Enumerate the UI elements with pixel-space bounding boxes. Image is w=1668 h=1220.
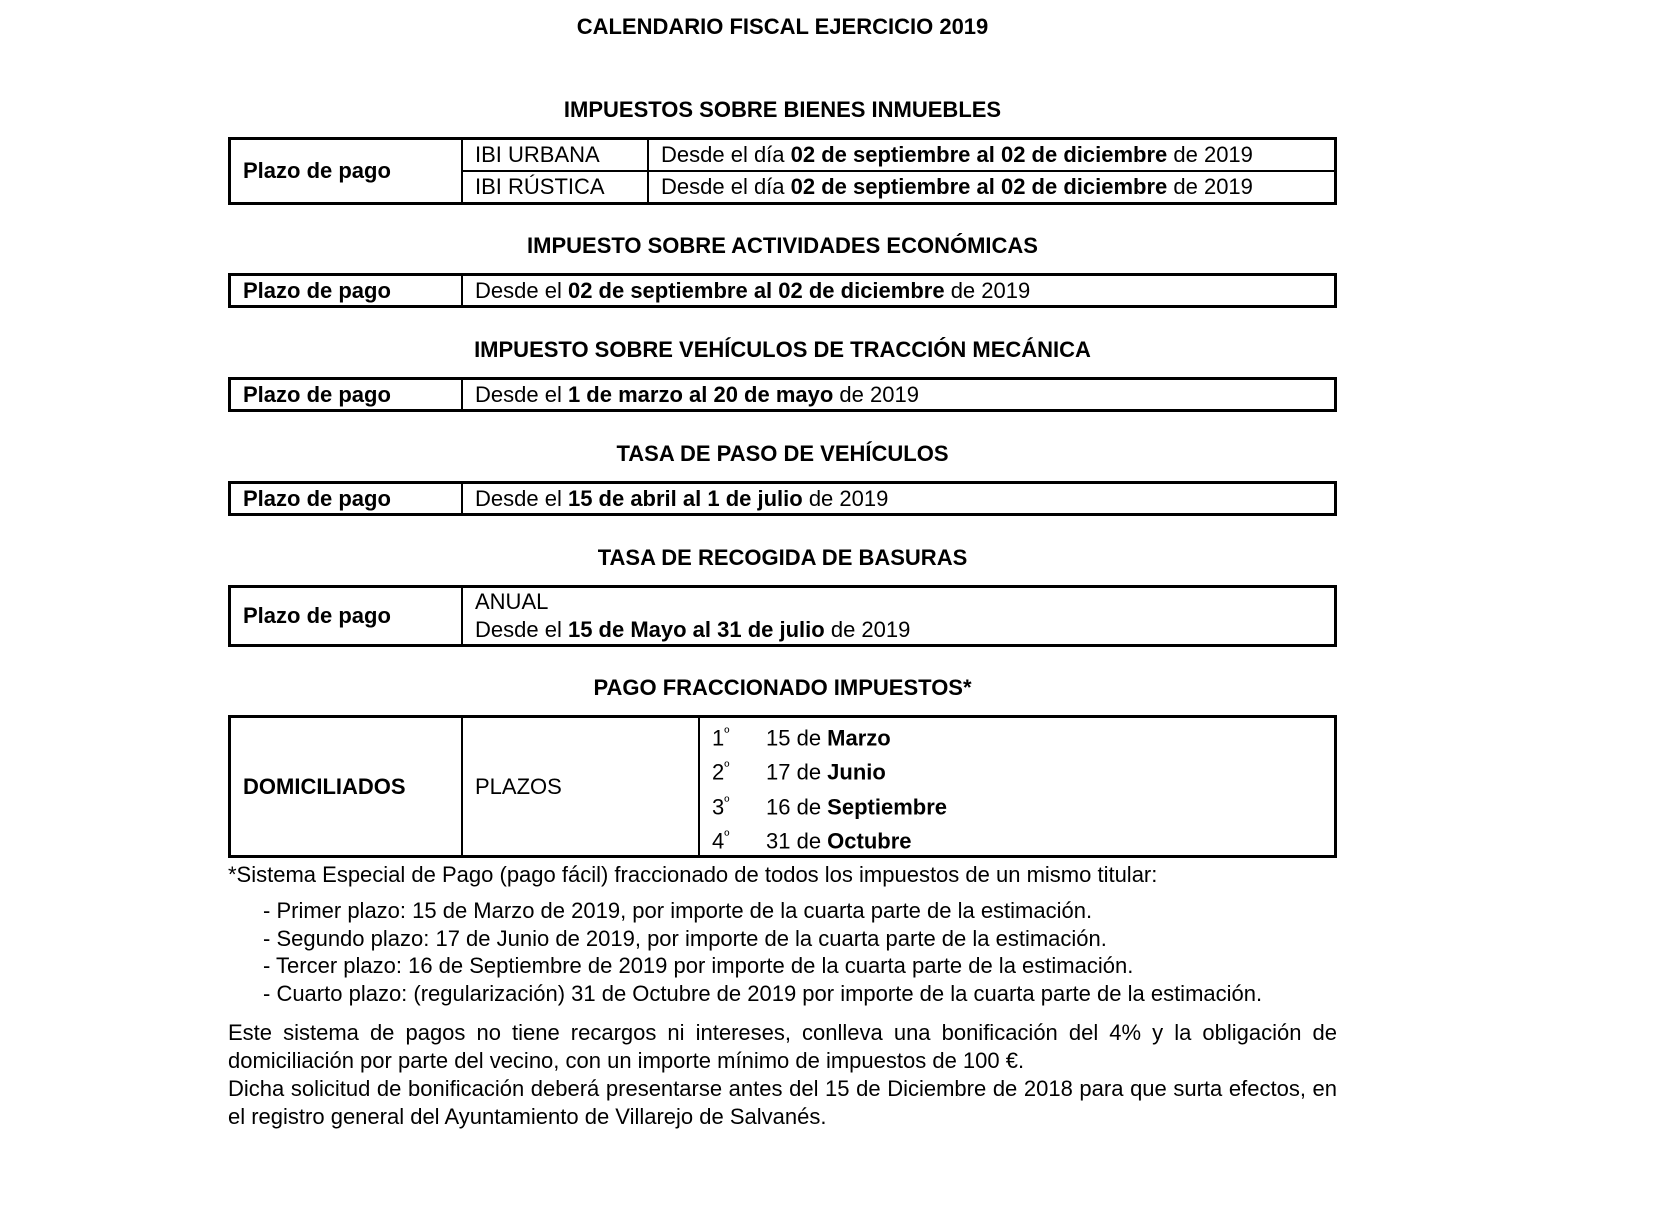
table-fraccionado [228,715,1337,858]
document-title: CALENDARIO FISCAL EJERCICIO 2019 [576,14,989,39]
heading-iae: IMPUESTO SOBRE ACTIVIDADES ECONÓMICAS [527,233,1038,258]
heading-paso: TASA DE PASO DE VEHÍCULOS [616,441,949,466]
plazo-item: $1^º$ 15 de Marzo [712,724,891,751]
ivtm-period: Desde el 1 de marzo al 20 de mayo de 2019 [462,379,1336,411]
ibi-period: Desde el día 02 de septiembre al 02 de diciembre de 2019 [648,171,1336,204]
ibi-period: Desde el día 02 de septiembre al 02 de diciembre de 2019 [648,139,1336,172]
footnote-item: - Tercer plazo: 16 de Septiembre de 2019 por importe de la cuarta parte de la estimación. [263,953,1134,978]
table-ibi [228,137,1337,205]
label-plazo: Plazo de pago [230,275,463,307]
paragraph-request: Dicha solicitud de bonificación deberá presentarse antes del 15 de Diciembre de 2018 para que surta efectos, en el registro general del Ayuntamiento de Villarejo de Salvanés. [228,1076,1337,1129]
iae-period: Desde el 02 de septiembre al 02 de diciembre de 2019 [462,275,1336,307]
footnote-intro: *Sistema Especial de Pago (pago fácil) fraccionado de todos los impuestos de un mismo titular: [228,862,1158,887]
footnote-item: - Cuarto plazo: (regularización) 31 de Octubre de 2019 por importe de la cuarta parte de la estimación. [263,981,1263,1006]
heading-ivtm: IMPUESTO SOBRE VEHÍCULOS DE TRACCIÓN MECÁNICA [474,337,1091,362]
footnote-item: - Segundo plazo: 17 de Junio de 2019, por importe de la cuarta parte de la estimación. [263,926,1107,951]
table-basuras [228,585,1337,647]
footnote-item: - Primer plazo: 15 de Marzo de 2019, por importe de la cuarta parte de la estimación. [263,898,1093,923]
basuras-period: ANUAL Desde el 15 de Mayo al 31 de julio de 2019 [462,587,1336,646]
heading-basuras: TASA DE RECOGIDA DE BASURAS [597,545,968,570]
table-paso [228,481,1337,516]
table-ivtm [228,377,1337,412]
ibi-type: IBI URBANA [462,139,648,172]
heading-fraccionado: PAGO FRACCIONADO IMPUESTOS* [593,675,972,700]
plazo-item: $3^º$ 16 de Septiembre [712,792,947,819]
label-plazo: Plazo de pago [230,587,463,646]
label-plazo: Plazo de pago [230,483,463,515]
table-iae [228,273,1337,308]
heading-ibi: IMPUESTOS SOBRE BIENES INMUEBLES [563,97,1002,122]
plazo-item: $4^º$ 31 de Octubre [712,826,912,854]
paragraph-conditions: Este sistema de pagos no tiene recargos ni intereses, conlleva una bonificación del 4% y la obligación de domiciliación por parte del vecino, con un importe mínimo de impuestos de 100 €. [228,1020,1337,1073]
label-plazo: Plazo de pago [230,139,463,204]
plazo-item: $2^º$ 17 de Junio [712,758,886,785]
paso-period: Desde el 15 de abril al 1 de julio de 2019 [462,483,1336,515]
label-domiciliados: DOMICILIADOS [230,717,463,857]
label-plazos: PLAZOS [462,717,699,857]
label-plazo: Plazo de pago [230,379,463,411]
plazos-list [699,717,1336,857]
ibi-type: IBI RÚSTICA [462,171,648,204]
